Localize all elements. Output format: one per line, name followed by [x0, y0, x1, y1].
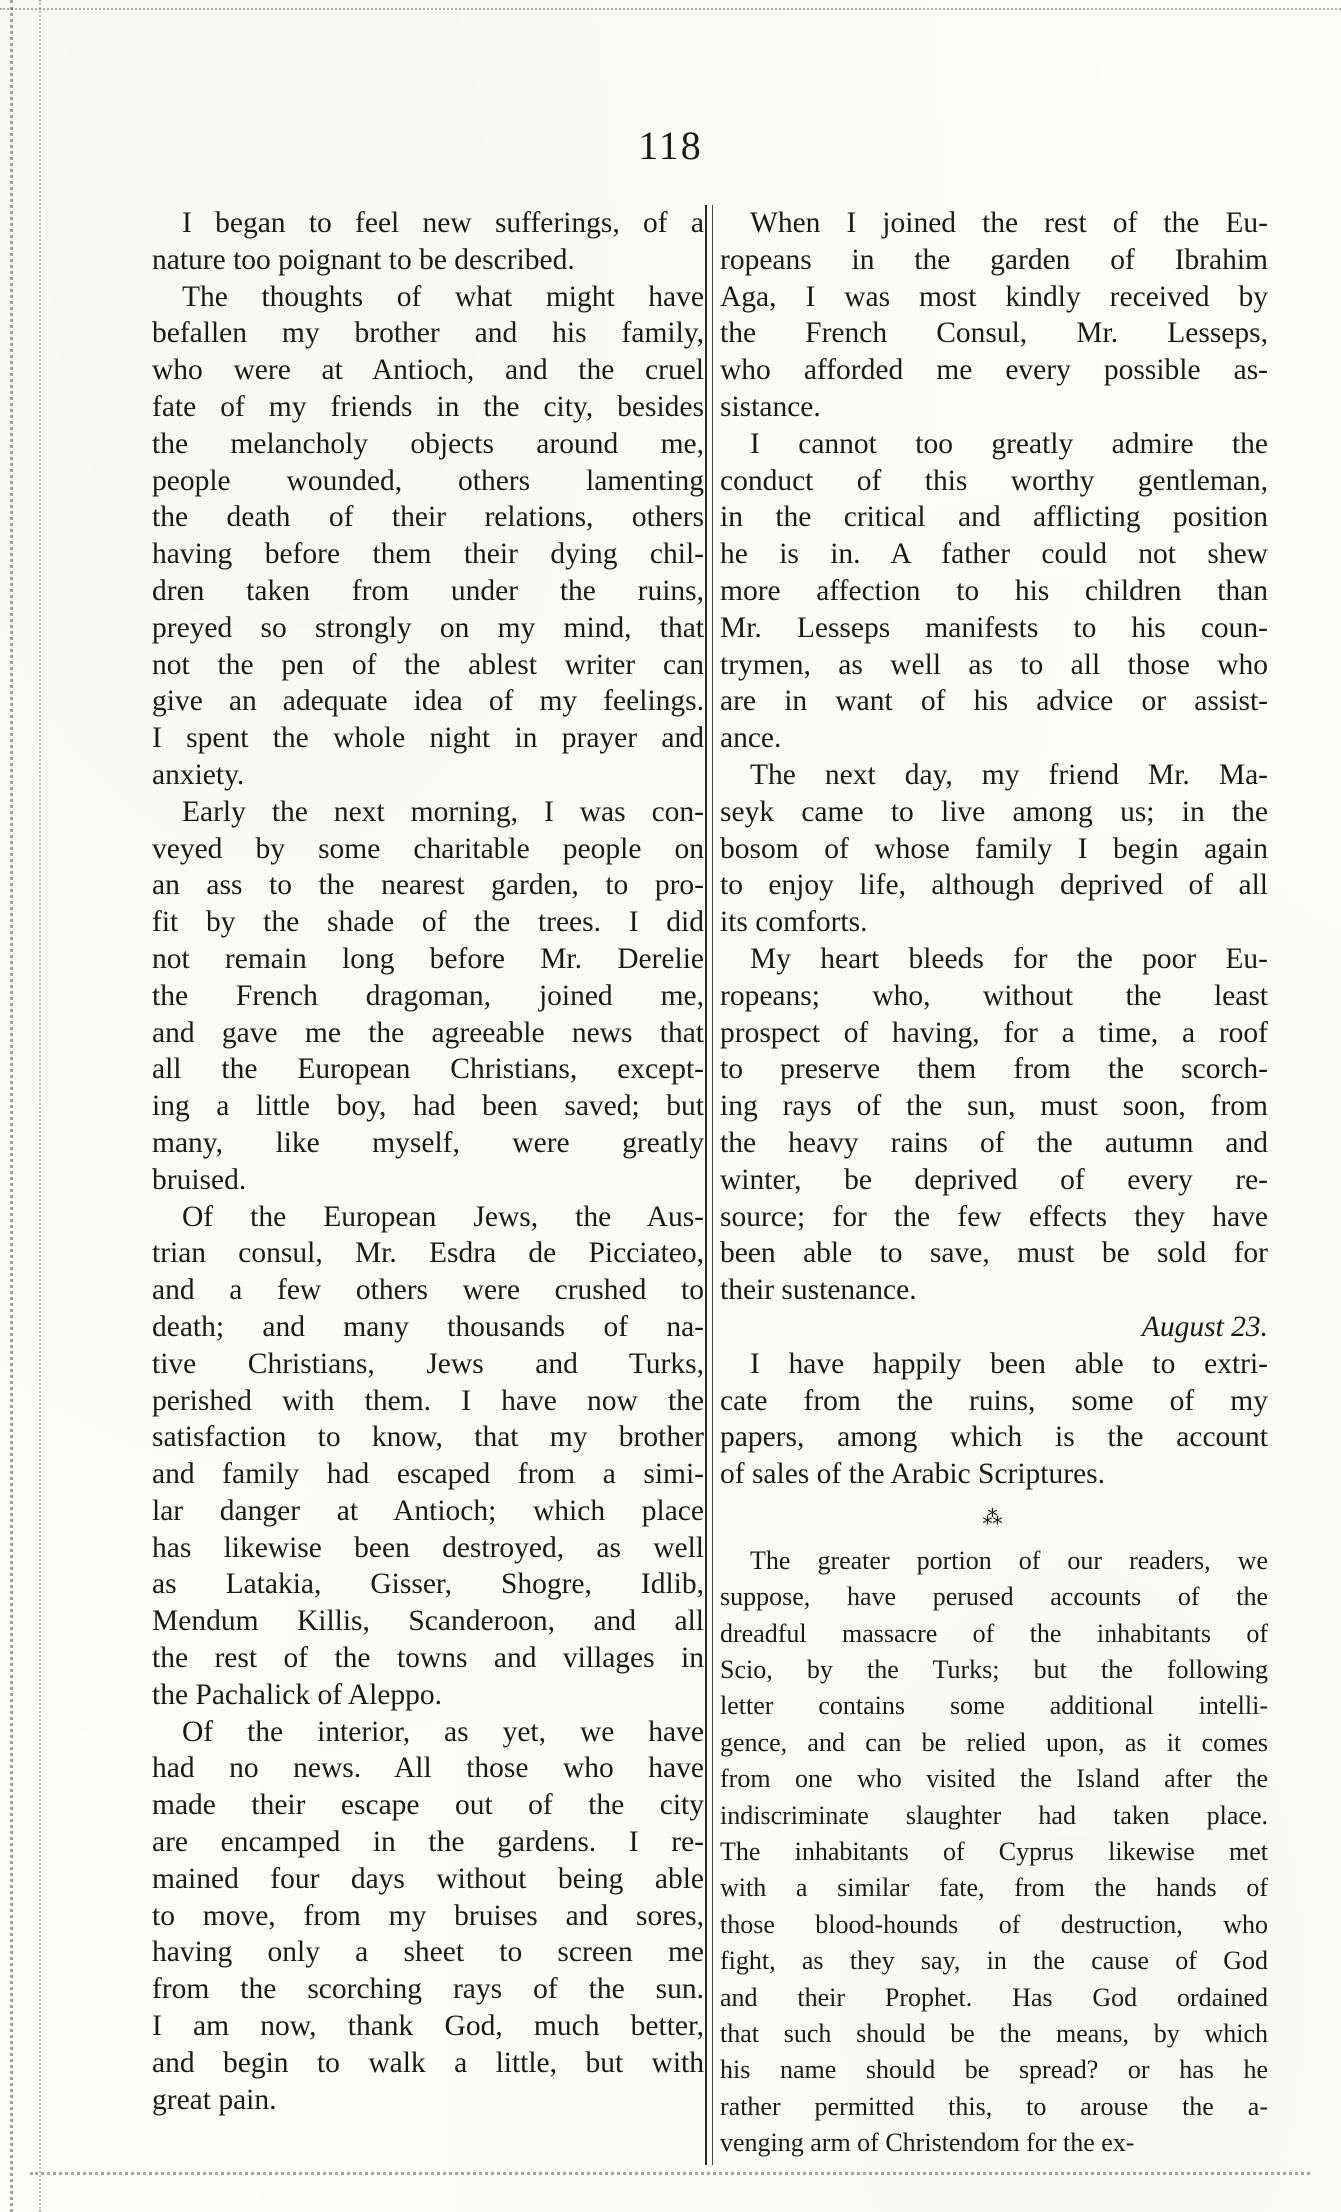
text-line: mained four days without being able [152, 1862, 704, 1895]
text-line: ropeans in the garden of Ibrahim [720, 243, 1268, 276]
top-edge-rule [0, 8, 1341, 10]
text-line: to preserve them from the scorch- [720, 1053, 1268, 1086]
text-line: the melancholy objects around me, [152, 427, 704, 460]
text-line: the death of their relations, others [152, 501, 704, 534]
text-line: source; for the few effects they have [720, 1200, 1268, 1233]
text-line: of sales of the Arabic Scriptures. [720, 1458, 1106, 1491]
text-line: the rest of the towns and villages in [152, 1642, 704, 1675]
text-line: are in want of his advice or assist- [720, 685, 1268, 718]
text-line: dren taken from under the ruins, [152, 574, 704, 607]
text-line: The thoughts of what might have [182, 280, 704, 313]
text-line: anxiety. [152, 758, 245, 791]
text-line: ance. [720, 722, 782, 755]
text-line: satisfaction to know, that my brother [152, 1421, 704, 1454]
text-line: are encamped in the gardens. I re- [152, 1826, 704, 1859]
text-line: not remain long before Mr. Derelie [152, 942, 704, 975]
text-line: I cannot too greatly admire the [750, 427, 1268, 460]
column-divider-inner [712, 205, 713, 2165]
text-line: The greater portion of our readers, we [750, 1545, 1268, 1575]
text-line: the heavy rains of the autumn and [720, 1126, 1268, 1159]
paragraph [152, 794, 704, 1199]
text-line: fit by the shade of the trees. I did [152, 906, 704, 939]
paragraph [720, 205, 1268, 426]
right-column-after-date [720, 1346, 1268, 1493]
text-line: in the critical and afflicting position [720, 501, 1268, 534]
text-line: that such should be the means, by which [720, 2018, 1268, 2048]
text-line: conduct of this worthy gentleman, [720, 464, 1268, 497]
text-line: The next day, my friend Mr. Ma- [750, 758, 1268, 791]
text-line: nature too poignant to be described. [152, 243, 575, 276]
text-line: Early the next morning, I was con- [182, 795, 704, 828]
text-line: from one who visited the Island after the [720, 1764, 1268, 1794]
text-line: made their escape out of the city [152, 1789, 704, 1822]
text-line: Of the European Jews, the Aus- [182, 1200, 704, 1233]
text-line: an ass to the nearest garden, to pro- [152, 869, 704, 902]
paragraph [152, 1199, 704, 1714]
text-line: ropeans; who, without the least [720, 979, 1268, 1012]
bottom-edge-rule [30, 2172, 1310, 2175]
text-line: his name should be spread? or has he [720, 2055, 1268, 2085]
text-line: from the scorching rays of the sun. [152, 1973, 704, 2006]
text-line: give an adequate idea of my feelings. [152, 685, 704, 718]
right-column [720, 205, 1268, 2162]
text-line: venging arm of Christendom for the ex- [720, 2128, 1135, 2158]
text-line: not the pen of the ablest writer can [152, 648, 704, 681]
text-line: letter contains some additional intelli- [720, 1691, 1268, 1721]
text-line: with a similar fate, from the hands of [720, 1873, 1268, 1903]
paragraph [720, 426, 1268, 757]
section-ornament: ⁂ [982, 1506, 1006, 1529]
text-line: more affection to his children than [720, 574, 1268, 607]
text-line: who afforded me every possible as- [720, 354, 1268, 387]
paragraph [720, 1543, 1268, 2162]
text-line: all the European Christians, except- [152, 1053, 704, 1086]
text-line: having before them their dying chil- [152, 538, 704, 571]
text-line: prospect of having, for a time, a roof [720, 1016, 1268, 1049]
text-line: the Pachalick of Aleppo. [152, 1678, 443, 1711]
text-line: death; and many thousands of na- [152, 1310, 704, 1343]
text-line: ing a little boy, had been saved; but [152, 1090, 704, 1123]
text-line: and a few others were crushed to [152, 1274, 704, 1307]
text-line: lar danger at Antioch; which place [152, 1494, 704, 1527]
text-line: seyk came to live among us; in the [720, 795, 1268, 828]
text-line: preyed so strongly on my mind, that [152, 611, 704, 644]
text-line: rather permitted this, to arouse the a- [720, 2091, 1268, 2121]
column-divider [705, 205, 707, 2165]
text-line: as Latakia, Gisser, Shogre, Idlib, [152, 1568, 704, 1601]
text-line: winter, be deprived of every re- [720, 1163, 1268, 1196]
text-line: having only a sheet to screen me [152, 1936, 704, 1969]
text-line: has likewise been destroyed, as well [152, 1531, 704, 1564]
text-line: and family had escaped from a simi- [152, 1458, 704, 1491]
text-line: papers, among which is the account [720, 1421, 1268, 1454]
text-line: its comforts. [720, 906, 868, 939]
paragraph [720, 1346, 1268, 1493]
text-line: trymen, as well as to all those who [720, 648, 1268, 681]
text-line: ing rays of the sun, must soon, from [720, 1090, 1268, 1123]
text-line: bruised. [152, 1163, 247, 1196]
text-line: cate from the ruins, some of my [720, 1384, 1268, 1417]
page-number: 118 [638, 123, 703, 168]
paragraph [720, 941, 1268, 1309]
text-line: veyed by some charitable people on [152, 832, 704, 865]
text-line: indiscriminate slaughter had taken place. [720, 1800, 1268, 1830]
text-line: The inhabitants of Cyprus likewise met [720, 1837, 1268, 1867]
text-line: and gave me the agreeable news that [152, 1016, 704, 1049]
paragraph [152, 279, 704, 794]
text-line: he is in. A father could not shew [720, 538, 1268, 571]
text-line: suppose, have perused accounts of the [720, 1582, 1268, 1612]
text-line: who were at Antioch, and the cruel [152, 354, 704, 387]
text-line: Mendum Killis, Scanderoon, and all [152, 1605, 704, 1638]
text-line: trian consul, Mr. Esdra de Picciateo, [152, 1237, 704, 1270]
text-line: I am now, thank God, much better, [152, 2010, 704, 2043]
text-line: dreadful massacre of the inhabitants of [720, 1618, 1268, 1648]
text-line: many, like myself, were greatly [152, 1126, 704, 1159]
text-line: people wounded, others lamenting [152, 464, 704, 497]
text-line: bosom of whose family I begin again [720, 832, 1268, 865]
paragraph [152, 205, 704, 279]
text-line: Mr. Lesseps manifests to his coun- [720, 611, 1268, 644]
paragraph [720, 757, 1268, 941]
right-column-letter [720, 205, 1268, 1309]
text-line: and their Prophet. Has God ordained [720, 1982, 1268, 2012]
text-line: befallen my brother and his family, [152, 317, 704, 350]
paragraph [152, 1714, 704, 2119]
left-column [152, 205, 704, 2118]
text-line: sistance. [720, 390, 821, 423]
text-line: fight, as they say, in the cause of God [720, 1946, 1268, 1976]
left-binding-edge [10, 0, 41, 2212]
text-line: gence, and can be relied upon, as it comes [720, 1727, 1268, 1757]
text-line: Scio, by the Turks; but the following [720, 1655, 1268, 1685]
text-line: the French dragoman, joined me, [152, 979, 704, 1012]
text-line: had no news. All those who have [152, 1752, 704, 1785]
text-line: My heart bleeds for the poor Eu- [750, 942, 1268, 975]
text-line: great pain. [152, 2083, 277, 2116]
editorial-note [720, 1543, 1268, 2162]
text-line: I spent the whole night in prayer and [152, 722, 704, 755]
text-line: those blood-hounds of destruction, who [720, 1909, 1268, 1939]
text-line: When I joined the rest of the Eu- [750, 207, 1268, 239]
text-line: been able to save, must be sold for [720, 1237, 1268, 1270]
text-line: to move, from my bruises and sores, [152, 1899, 704, 1932]
text-line: their sustenance. [720, 1274, 917, 1307]
text-line: Of the interior, as yet, we have [182, 1715, 704, 1748]
text-line: to enjoy life, although deprived of all [720, 869, 1268, 902]
text-line: I began to feel new sufferings, of a [182, 207, 704, 239]
dateline: August 23. [1141, 1310, 1268, 1343]
text-line: I have happily been able to extri- [750, 1347, 1268, 1380]
text-line: tive Christians, Jews and Turks, [152, 1347, 704, 1380]
text-line: perished with them. I have now the [152, 1384, 704, 1417]
text-line: the French Consul, Mr. Lesseps, [720, 317, 1268, 350]
text-line: Aga, I was most kindly received by [720, 280, 1268, 313]
text-line: and begin to walk a little, but with [152, 2046, 704, 2079]
text-line: fate of my friends in the city, besides [152, 390, 704, 423]
